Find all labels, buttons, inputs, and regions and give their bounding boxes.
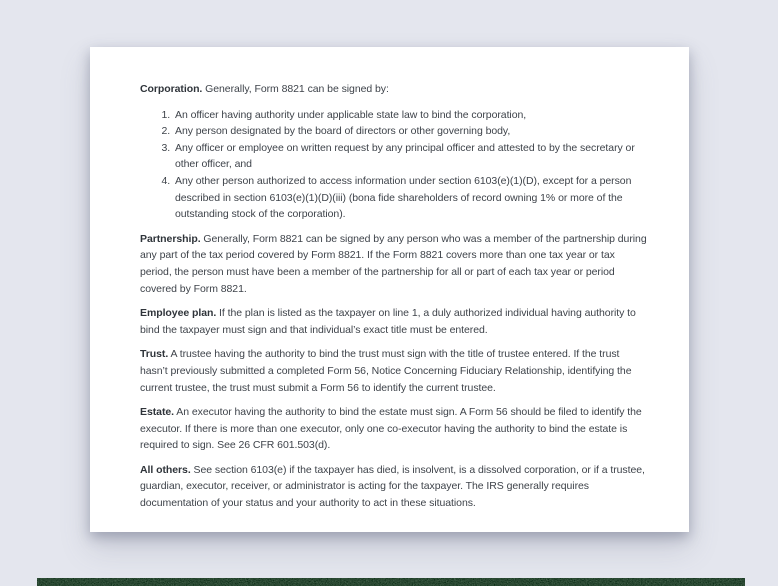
section-text-partnership: Generally, Form 8821 can be signed by any person who was a member of the partnership during any part of the tax period covered by Form 8821. If the Form 8821 covers more than one tax year or tax period, the person must have been a member of the partnership for all or part of each tax year or period covered by Form 8821. — [140, 232, 647, 295]
section-text-estate: An executor having the authority to bind the estate must sign. A Form 56 should be filed to identify the executor. If there is more than one executor, only one co-executor having the authority to bind the estate is required to sign. See 26 CFR 601.503(d). — [140, 406, 642, 452]
paragraph-employee-plan — [140, 305, 648, 338]
section-text-corporation: Generally, Form 8821 can be signed by: — [205, 83, 389, 95]
paragraph-trust — [140, 346, 648, 396]
section-text-employee-plan: If the plan is listed as the taxpayer on line 1, a duly authorized individual having authority to bind the taxpayer must sign and that individual’s exact title must be entered. — [140, 307, 636, 336]
section-label-corporation: Corporation. — [140, 83, 203, 95]
list-item: 3. Any officer or employee on written request by any principal officer and attested to by the secretary or other officer, and — [173, 140, 648, 173]
section-label-all-others: All others. — [140, 463, 191, 476]
corporation-signers-list — [140, 107, 648, 223]
section-text-trust: A trustee having the authority to bind the trust must sign with the title of trustee entered. If the trust hasn’t previously submitted a completed Form 56, Notice Concerning Fiduciary Relationship, identifying the current trustee, the trust must submit a Form 56 to identify the current trustee. — [140, 348, 632, 394]
noise-strip — [37, 578, 745, 586]
list-item: 1. An officer having authority under applicable state law to bind the corporation, — [173, 107, 648, 124]
paragraph-estate — [140, 404, 648, 454]
paragraph-all-others — [140, 462, 648, 512]
document-page — [90, 47, 689, 532]
section-label-partnership: Partnership. — [140, 232, 201, 245]
list-item: 4. Any other person authorized to access information under section 6103(e)(1)(D), except for a person described in section 6103(e)(1)(D)(iii) (bona fide shareholders of record owning 1% or more of the outstanding stock of the corporation). — [173, 173, 648, 223]
section-label-employee-plan: Employee plan. — [140, 307, 217, 320]
paragraph-corporation — [140, 81, 648, 98]
section-label-trust: Trust. — [140, 348, 169, 361]
paragraph-partnership — [140, 231, 648, 297]
section-label-estate: Estate. — [140, 406, 175, 419]
section-text-all-others: See section 6103(e) if the taxpayer has died, is insolvent, is a dissolved corporation, or if a trustee, guardian, executor, receiver, or administrator is acting for the taxpayer. The IRS generally requires documentation of your status and your authority to act in these situations. — [140, 463, 645, 510]
list-item: 2. Any person designated by the board of directors or other governing body, — [173, 123, 648, 140]
